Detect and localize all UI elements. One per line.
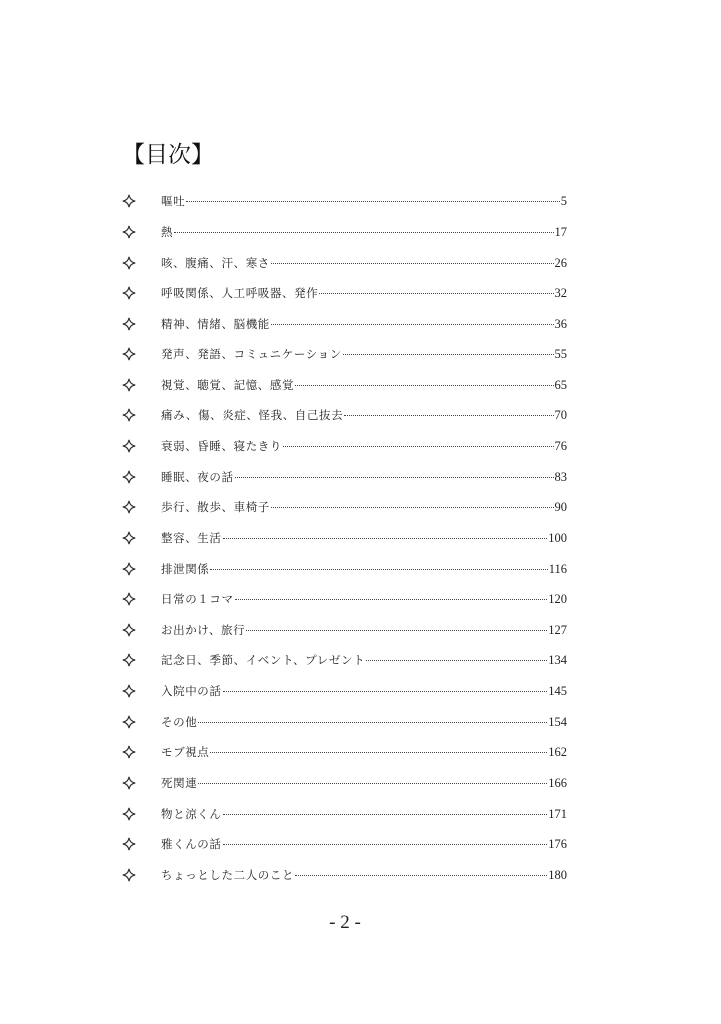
toc-link[interactable] xyxy=(161,437,567,455)
toc-entry-label: 痛み、傷、炎症、怪我、自己抜去 xyxy=(161,408,344,422)
toc-entry-page: 171 xyxy=(548,807,567,821)
diamond-outline-icon xyxy=(122,837,136,851)
toc-entry[interactable] xyxy=(0,217,721,247)
diamond-outline-icon xyxy=(122,317,136,331)
toc-heading: 【目次】 xyxy=(122,142,214,168)
diamond-outline-icon xyxy=(122,225,136,239)
toc-link[interactable] xyxy=(161,651,567,669)
toc-link[interactable] xyxy=(161,192,567,210)
toc-link[interactable] xyxy=(161,560,567,578)
toc-link[interactable] xyxy=(161,621,567,639)
toc-entry-label: 歩行、散歩、車椅子 xyxy=(161,500,270,514)
toc-entry[interactable] xyxy=(0,431,721,461)
toc-entry-page: 5 xyxy=(560,194,567,208)
toc-entry-page: 162 xyxy=(548,745,567,759)
toc-entry-label: 整容、生活 xyxy=(161,531,222,545)
diamond-outline-icon xyxy=(122,256,136,270)
toc-entry[interactable] xyxy=(0,186,721,216)
dot-leader xyxy=(186,201,560,202)
toc-entry-label: モブ視点 xyxy=(161,745,210,759)
toc-entry-label: 呼吸関係、人工呼吸器、発作 xyxy=(161,286,319,300)
toc-entry-label: 睡眠、夜の話 xyxy=(161,470,234,484)
toc-link[interactable] xyxy=(161,498,567,516)
dot-leader xyxy=(343,354,554,355)
toc-entry-label: 入院中の話 xyxy=(161,684,222,698)
toc-entry-page: 83 xyxy=(554,470,567,484)
dot-leader xyxy=(235,599,548,600)
dot-leader xyxy=(295,385,553,386)
toc-entry-page: 55 xyxy=(554,347,567,361)
toc-entry-label: 日常の１コマ xyxy=(161,592,234,606)
dot-leader xyxy=(223,538,548,539)
diamond-outline-icon xyxy=(122,500,136,514)
toc-entry-page: 180 xyxy=(548,868,567,882)
dot-leader xyxy=(198,722,547,723)
diamond-outline-icon xyxy=(122,408,136,422)
toc-entry-page: 90 xyxy=(554,500,567,514)
toc-entry-page: 65 xyxy=(554,378,567,392)
toc-entry-label: ちょっとした二人のこと xyxy=(161,868,295,882)
toc-entry-label: 嘔吐 xyxy=(161,194,186,208)
toc-link[interactable] xyxy=(161,254,567,272)
toc-entry[interactable] xyxy=(0,554,721,584)
toc-entry-label: 記念日、季節、イベント、プレゼント xyxy=(161,653,366,667)
diamond-outline-icon xyxy=(122,715,136,729)
toc-link[interactable] xyxy=(161,774,567,792)
toc-entry[interactable] xyxy=(0,799,721,829)
toc-entry-label: 物と涼くん xyxy=(161,807,222,821)
diamond-outline-icon xyxy=(122,470,136,484)
toc-entry-label: 精神、情緒、脳機能 xyxy=(161,317,270,331)
toc-entry-page: 17 xyxy=(554,225,567,239)
toc-entry-page: 145 xyxy=(548,684,567,698)
toc-entry[interactable] xyxy=(0,339,721,369)
toc-entry-page: 32 xyxy=(554,286,567,300)
toc-entry[interactable] xyxy=(0,645,721,675)
toc-link[interactable] xyxy=(161,866,567,884)
toc-entry-page: 176 xyxy=(548,837,567,851)
dot-leader xyxy=(174,232,553,233)
dot-leader xyxy=(246,630,547,631)
toc-entry-label: 咳、腹痛、汗、寒さ xyxy=(161,256,270,270)
dot-leader xyxy=(198,783,547,784)
diamond-outline-icon xyxy=(122,286,136,300)
toc-link[interactable] xyxy=(161,223,567,241)
diamond-outline-icon xyxy=(122,623,136,637)
page-number: - 2 - xyxy=(329,912,361,933)
dot-leader xyxy=(295,875,547,876)
toc-entry[interactable] xyxy=(0,584,721,614)
toc-entry[interactable] xyxy=(0,462,721,492)
toc-entry-label: 視覚、聴覚、記憶、感覚 xyxy=(161,378,295,392)
toc-entry[interactable] xyxy=(0,492,721,522)
diamond-outline-icon xyxy=(122,531,136,545)
toc-link[interactable] xyxy=(161,743,567,761)
toc-entry[interactable] xyxy=(0,768,721,798)
toc-entry[interactable] xyxy=(0,676,721,706)
dot-leader xyxy=(319,293,553,294)
toc-entry-page: 36 xyxy=(554,317,567,331)
toc-link[interactable] xyxy=(161,345,567,363)
toc-entry-page: 100 xyxy=(548,531,567,545)
toc-link[interactable] xyxy=(161,713,567,731)
diamond-outline-icon xyxy=(122,194,136,208)
toc-entry-page: 70 xyxy=(554,408,567,422)
toc-link[interactable] xyxy=(161,835,567,853)
diamond-outline-icon xyxy=(122,592,136,606)
toc-entry[interactable] xyxy=(0,278,721,308)
toc-link[interactable] xyxy=(161,529,567,547)
dot-leader xyxy=(223,814,548,815)
toc-link[interactable] xyxy=(161,805,567,823)
toc-entry[interactable] xyxy=(0,370,721,400)
toc-entry-page: 26 xyxy=(554,256,567,270)
diamond-outline-icon xyxy=(122,776,136,790)
toc-entry[interactable] xyxy=(0,400,721,430)
dot-leader xyxy=(271,507,554,508)
toc-entry[interactable] xyxy=(0,248,721,278)
toc-entry[interactable] xyxy=(0,737,721,767)
toc-entry[interactable] xyxy=(0,829,721,859)
toc-entry-label: 死関連 xyxy=(161,776,198,790)
toc-entry-page: 127 xyxy=(548,623,567,637)
toc-entry[interactable] xyxy=(0,860,721,890)
dot-leader xyxy=(271,263,554,264)
dot-leader xyxy=(271,324,554,325)
toc-link[interactable] xyxy=(161,315,567,333)
diamond-outline-icon xyxy=(122,378,136,392)
toc-entry-label: 雅くんの話 xyxy=(161,837,222,851)
toc-entry[interactable] xyxy=(0,523,721,553)
toc-entry-label: 排泄関係 xyxy=(161,562,210,576)
dot-leader xyxy=(366,660,547,661)
dot-leader xyxy=(235,477,554,478)
toc-entry-label: 発声、発語、コミュニケーション xyxy=(161,347,342,361)
diamond-outline-icon xyxy=(122,562,136,576)
toc-entry[interactable] xyxy=(0,615,721,645)
toc-entry-page: 116 xyxy=(548,562,567,576)
dot-leader xyxy=(210,569,547,570)
diamond-outline-icon xyxy=(122,807,136,821)
toc-entry-label: その他 xyxy=(161,715,198,729)
diamond-outline-icon xyxy=(122,439,136,453)
dot-leader xyxy=(210,752,547,753)
diamond-outline-icon xyxy=(122,868,136,882)
dot-leader xyxy=(283,446,554,447)
toc-entry-label: 衰弱、昏睡、寝たきり xyxy=(161,439,282,453)
toc-link[interactable] xyxy=(161,284,567,302)
dot-leader xyxy=(223,844,548,845)
toc-entry-page: 154 xyxy=(548,715,567,729)
toc-entry-page: 120 xyxy=(548,592,567,606)
toc-entry-page: 76 xyxy=(554,439,567,453)
diamond-outline-icon xyxy=(122,653,136,667)
toc-entry-page: 134 xyxy=(548,653,567,667)
diamond-outline-icon xyxy=(122,347,136,361)
diamond-outline-icon xyxy=(122,745,136,759)
toc-entry-page: 166 xyxy=(548,776,567,790)
toc-link[interactable] xyxy=(161,682,567,700)
toc-link[interactable] xyxy=(161,590,567,608)
toc-entry-label: 熱 xyxy=(161,225,174,239)
toc-link[interactable] xyxy=(161,406,567,424)
dot-leader xyxy=(344,415,553,416)
toc-link[interactable] xyxy=(161,376,567,394)
toc-entry[interactable] xyxy=(0,707,721,737)
diamond-outline-icon xyxy=(122,684,136,698)
toc-entry[interactable] xyxy=(0,309,721,339)
toc-entry-label: お出かけ、旅行 xyxy=(161,623,246,637)
toc-link[interactable] xyxy=(161,468,567,486)
dot-leader xyxy=(223,691,548,692)
